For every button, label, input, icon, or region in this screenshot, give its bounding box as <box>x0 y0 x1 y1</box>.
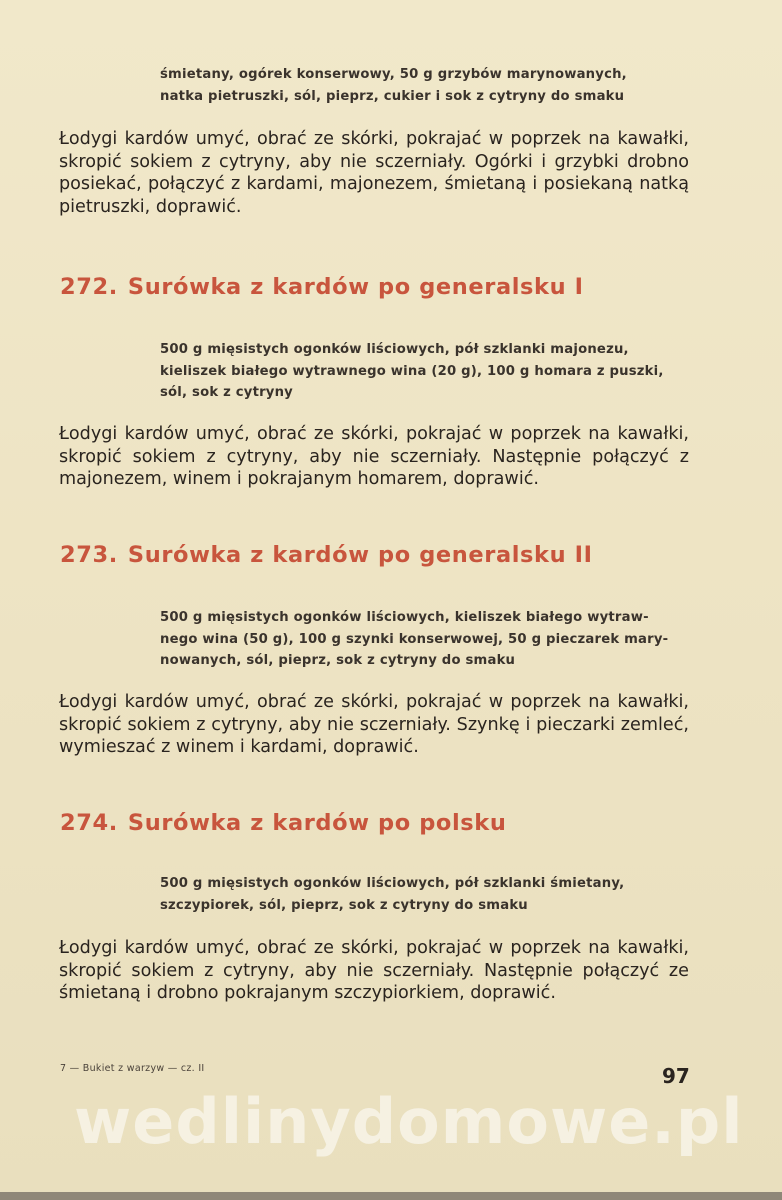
recipe-instructions-272: Łodygi kardów umyć, obrać ze skórki, pokrajać w poprzek na kawałki, skropić sokiem z cytryny, aby nie sczerniały. Następnie połączyć z majonezem, winem i pokrajanym homarem, doprawić. <box>59 424 689 489</box>
ingredient-line: kieliszek białego wytrawnego wina (20 g), 100 g homara z puszki, <box>160 363 664 379</box>
ingredient-line: sól, sok z cytryny <box>160 385 293 400</box>
recipe-heading-274 <box>60 810 506 836</box>
recipe-title: Surówka z kardów po generalsku I <box>127 274 584 300</box>
recipe-number: 273. <box>60 542 118 568</box>
recipe-ingredients-274 <box>160 873 624 916</box>
recipe-ingredients-273 <box>160 607 668 672</box>
scan-edge <box>0 1192 782 1200</box>
intro-instructions: Łodygi kardów umyć, obrać ze skórki, pokrajać w poprzek na kawałki, skropić sokiem z cytryny, aby nie sczerniały. Ogórki i grzybki drobno posiekać, połączyć z kardami, majonezem, śmietaną i posiekaną natką pietruszki, doprawić. <box>59 129 689 217</box>
ingredient-line: 500 g mięsistych ogonków liściowych, kieliszek białego wytraw- <box>160 610 649 625</box>
recipe-ingredients-272 <box>160 339 664 404</box>
recipe-instructions-274: Łodygi kardów umyć, obrać ze skórki, pokrajać w poprzek na kawałki, skropić sokiem z cytryny, aby nie sczerniały. Następnie połączyć ze śmietaną i drobno pokrajanym szczypiorkiem, doprawić. <box>59 938 689 1003</box>
recipe-number: 272. <box>60 274 118 300</box>
ingredient-line: szczypiorek, sól, pieprz, sok z cytryny do smaku <box>160 897 528 913</box>
ingredient-line: 500 g mięsistych ogonków liściowych, pół szklanki majonezu, <box>160 342 629 357</box>
recipe-title: Surówka z kardów po polsku <box>127 810 507 836</box>
recipe-number: 274. <box>60 810 118 836</box>
recipe-title: Surówka z kardów po generalsku II <box>127 542 593 568</box>
footer-signature: 7 — Bukiet z warzyw — cz. II <box>60 1063 205 1074</box>
page-number: 97 <box>662 1064 690 1088</box>
ingredient-line: 500 g mięsistych ogonków liściowych, pół szklanki śmietany, <box>160 876 625 891</box>
intro-ingredients <box>160 64 627 107</box>
recipe-heading-272 <box>60 274 584 300</box>
recipe-heading-273 <box>60 542 593 568</box>
watermark: wedlinydomowe.pl <box>74 1085 744 1158</box>
ingredient-line: śmietany, ogórek konserwowy, 50 g grzybów marynowanych, <box>160 67 627 82</box>
recipe-instructions-273: Łodygi kardów umyć, obrać ze skórki, pokrajać w poprzek na kawałki, skropić sokiem z cytryny, aby nie sczerniały. Szynkę i pieczarki zemleć, wymieszać z winem i kardami, doprawić. <box>59 692 689 757</box>
ingredient-line: nowanych, sól, pieprz, sok z cytryny do smaku <box>160 653 516 668</box>
ingredient-line: nego wina (50 g), 100 g szynki konserwowej, 50 g pieczarek mary- <box>160 631 669 647</box>
ingredient-line: natka pietruszki, sól, pieprz, cukier i sok z cytryny do smaku <box>160 88 625 104</box>
